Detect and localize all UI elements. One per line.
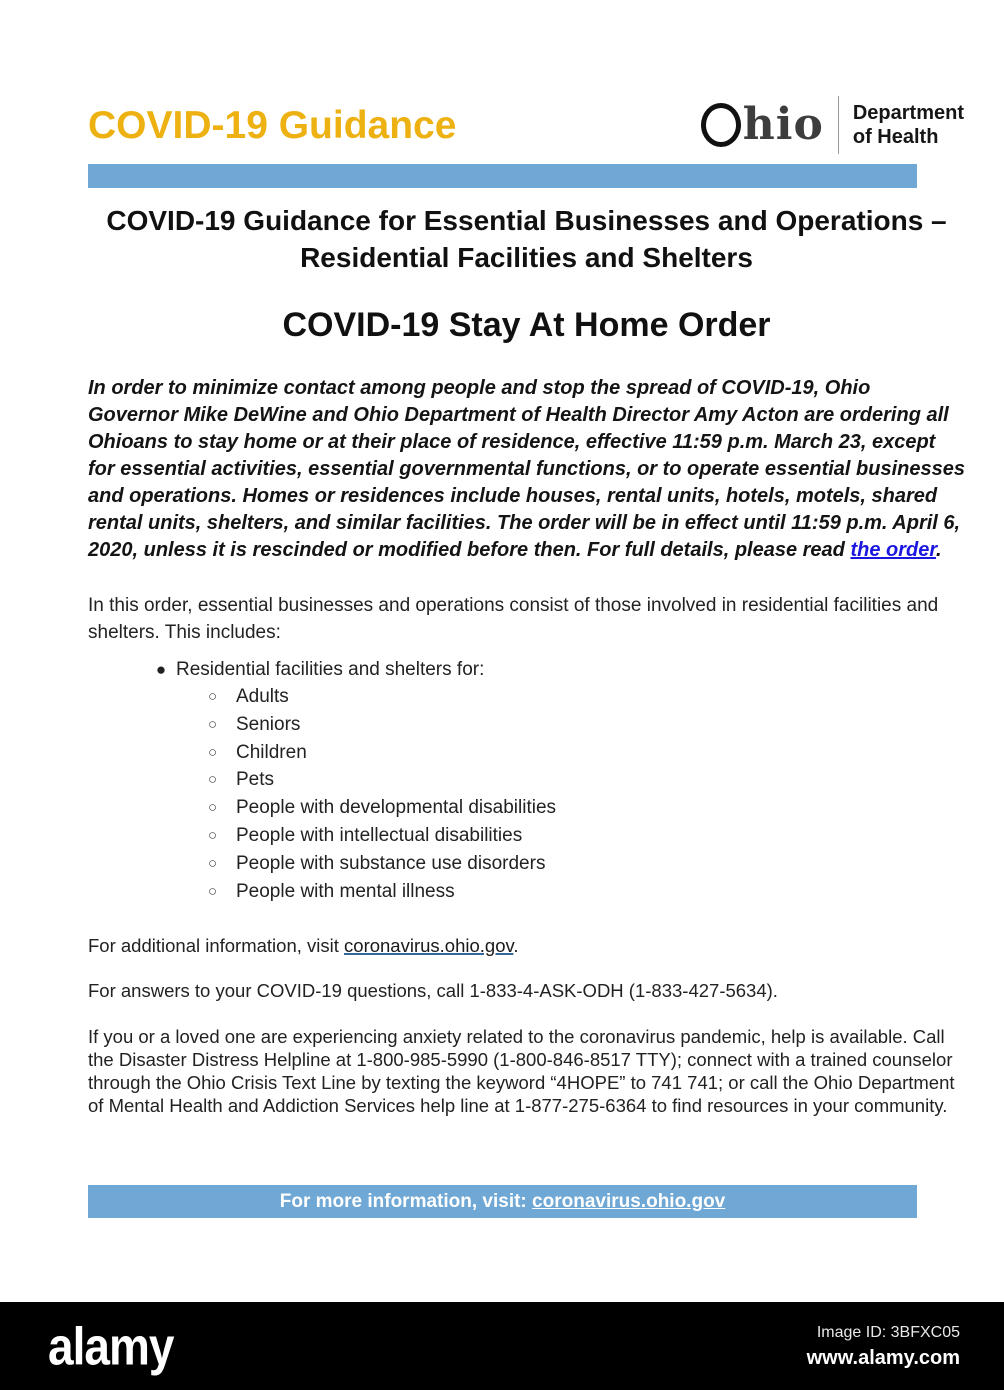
list-item: ○ Seniors — [88, 711, 965, 739]
image-id-label: Image ID: 3BFXC05 — [816, 1324, 960, 1341]
list-item: ○ People with developmental disabilities — [88, 794, 965, 822]
footer-info-bar: For more information, visit: coronavirus.ohio.gov — [88, 1185, 917, 1218]
coronavirus-ohio-gov-link[interactable]: coronavirus.ohio.gov — [344, 935, 514, 957]
facilities-list — [88, 656, 965, 905]
hollow-bullet-icon: ○ — [208, 771, 218, 789]
distress-helpline-paragraph: If you or a loved one are experiencing anxiety related to the coronavirus pandemic, help is available. Call the Disaster Distress Helpline at 1-800-985-5990 (1-800-846-8517 TTY); connect with a trained counselor through the Ohio Crisis Text Line by texting the keyword “4HOPE” to 741 741; or call the Ohio Department of Mental Health and Addiction Services help line at 1-877-275-6364 to find resources in your community. — [88, 1026, 955, 1117]
hollow-bullet-icon: ○ — [208, 799, 218, 817]
list-item: ○ Adults — [88, 683, 965, 711]
facilities-sub-list — [88, 683, 965, 905]
hollow-bullet-icon: ○ — [208, 688, 218, 705]
footer-coronavirus-ohio-gov-link[interactable]: coronavirus.ohio.gov — [532, 1191, 726, 1212]
watermark-meta — [807, 1321, 960, 1371]
document-title-line2: Residential Facilities and Shelters — [300, 242, 753, 273]
the-order-link[interactable]: the order — [850, 539, 937, 561]
hollow-bullet-icon: ○ — [208, 882, 218, 900]
logo-divider — [838, 96, 839, 154]
list-item: ○ People with mental illness — [88, 878, 965, 906]
alamy-site-label: www.alamy.com — [806, 1347, 960, 1369]
ohio-department-of-health-logo — [701, 96, 964, 154]
hollow-bullet-icon: ○ — [208, 854, 218, 872]
document-header — [88, 96, 964, 154]
document-body — [88, 202, 965, 1117]
stock-photo-watermark-bar — [0, 1302, 1004, 1390]
covid-guidance-heading: COVID-19 Guidance — [88, 104, 457, 147]
additional-info-paragraph: For additional information, visit coronavirus.ohio.gov. — [88, 935, 519, 957]
list-item: ○ Children — [88, 739, 965, 767]
ohio-logo-o-circle — [701, 103, 741, 147]
stay-at-home-order-title: COVID-19 Stay At Home Order — [282, 306, 771, 344]
ohio-logo-hio-text: hio — [742, 99, 824, 150]
hollow-bullet-icon: ○ — [208, 715, 218, 733]
bullet-icon: ● — [155, 660, 167, 679]
hollow-bullet-icon: ○ — [208, 743, 218, 761]
alamy-logo: alamy — [48, 1316, 174, 1376]
ohio-wordmark — [701, 99, 824, 150]
list-item: ○ People with intellectual disabilities — [88, 822, 965, 850]
document-title — [88, 202, 965, 276]
list-item: ● Residential facilities and shelters for: — [88, 656, 965, 683]
document-title-line1: COVID-19 Guidance for Essential Businesses and Operations – — [106, 205, 947, 236]
department-of-health-label: Department of Health — [852, 102, 964, 148]
order-summary-paragraph: In order to minimize contact among people and stop the spread of COVID-19, Ohio Governor Mike DeWine and Ohio Department of Health Director Amy Acton are ordering all Ohioans to stay home or at their place of residence, effective 11:59 p.m. March 23, except for essential activities, essential governmental functions, or to operate essential businesses and operations. Homes or residences include houses, rental units, hotels, motels, shared rental units, shelters, and similar facilities. The order will be in effect until 11:59 p.m. April 6, 2020, unless it is rescinded or modified before then. For full details, please read the order. — [88, 377, 965, 561]
list-item: ○ People with substance use disorders — [88, 850, 965, 878]
list-item: ○ Pets — [88, 766, 965, 794]
header-accent-bar — [88, 164, 917, 188]
hollow-bullet-icon: ○ — [208, 826, 218, 844]
includes-paragraph: In this order, essential businesses and operations consist of those involved in residential facilities and shelters. This includes: — [88, 595, 939, 643]
questions-hotline-paragraph: For answers to your COVID-19 questions, call 1-833-4-ASK-ODH (1-833-427-5634). — [88, 980, 778, 1002]
